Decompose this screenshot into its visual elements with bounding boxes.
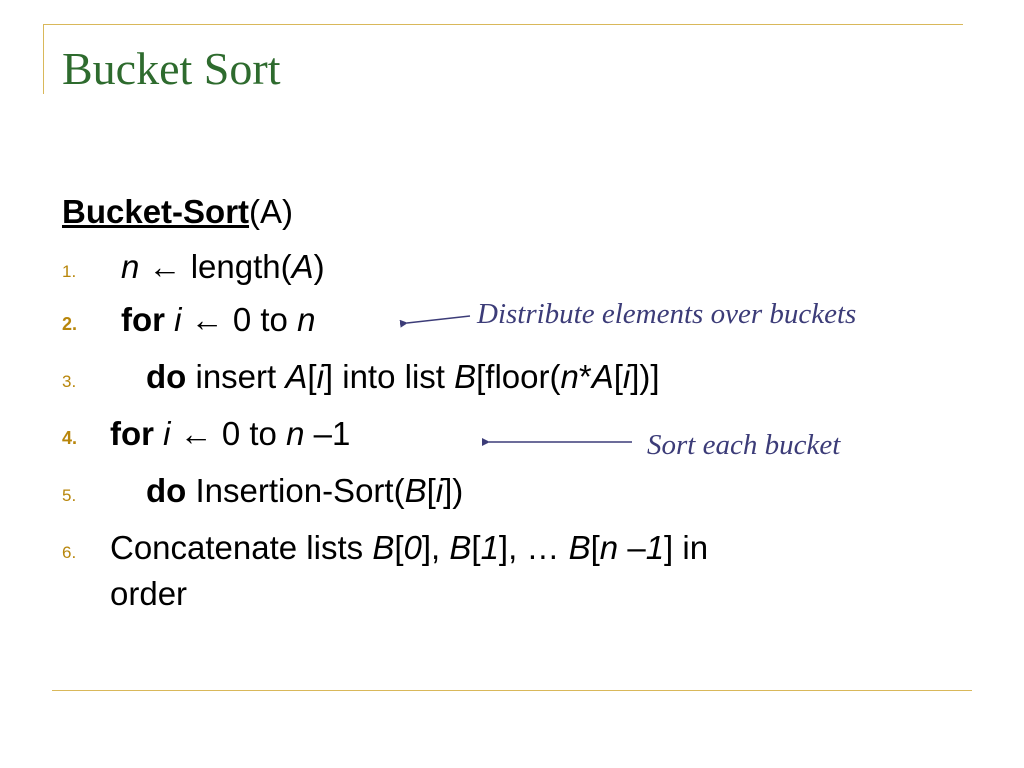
step-6-number: 6. [62, 543, 77, 562]
distribute-arrow [407, 316, 470, 323]
step-5-line: do Insertion-Sort(B[i]) [146, 472, 464, 509]
algorithm-params: (A) [249, 193, 294, 230]
step-6-line-2: order [110, 575, 188, 612]
step-4-number: 4. [62, 428, 78, 448]
annotation-distribute: Distribute elements over buckets [477, 298, 857, 330]
annotation-sort-each: Sort each bucket [647, 429, 841, 461]
left-arrow-icon: ← [179, 415, 213, 452]
algorithm-name: Bucket-Sort [62, 193, 250, 230]
step-1-line: n ← length(A) [121, 248, 325, 285]
step-3-line: do insert A[i] into list B[floor(n*A[i])] [146, 358, 660, 395]
left-arrow-icon: ← [190, 301, 224, 338]
step-3-number: 3. [62, 372, 77, 391]
slide-title: Bucket Sort [62, 43, 281, 94]
step-1-number: 1. [62, 262, 77, 281]
step-6-line: Concatenate lists B[0], B[1], … B[n –1] in [110, 529, 709, 566]
step-5-number: 5. [62, 486, 77, 505]
step-2-line: for i ← 0 to n [121, 301, 316, 338]
left-arrow-icon: ← [148, 248, 182, 285]
step-2-number: 2. [62, 314, 78, 334]
step-4-line: for i ← 0 to n –1 [110, 415, 351, 452]
